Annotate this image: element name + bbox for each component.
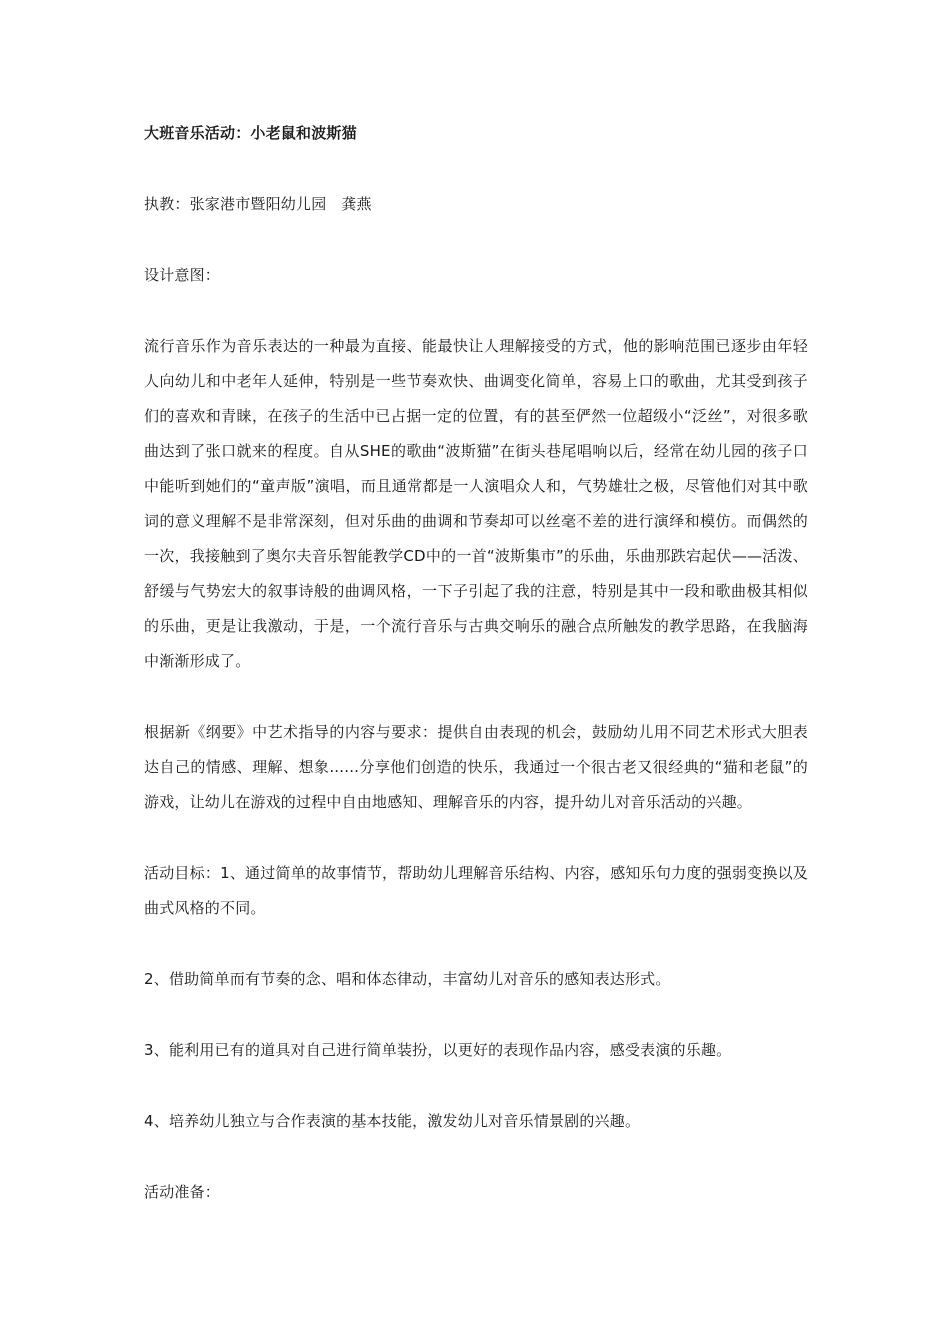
teacher-line: 执教：张家港市暨阳幼儿园 龚燕: [144, 195, 372, 213]
goal-item: 2、借助简单而有节奏的念、唱和体态律动，丰富幼儿对音乐的感知表达形式。: [144, 970, 671, 988]
goal-item: 3、能利用已有的道具对自己进行简单装扮，以更好的表现作品内容，感受表演的乐趣。: [144, 1041, 732, 1059]
goal-item: 4、培养幼儿独立与合作表演的基本技能，激发幼儿对音乐情景剧的兴趣。: [144, 1112, 641, 1130]
design-intent-heading: 设计意图：: [144, 266, 221, 284]
guideline-paragraph: 根据新《纲要》中艺术指导的内容与要求：提供自由表现的机会，鼓励幼儿用不同艺术形式大胆表达自己的情感、理解、想象......分享他们创造的快乐，我通过一个很古老又很经典的“猫和老鼠”的游戏，让幼儿在游戏的过程中自由地感知、理解音乐的内容，提升幼儿对音乐活动的兴趣。: [144, 723, 808, 811]
preparation-heading: 活动准备：: [144, 1183, 221, 1201]
document-title: 大班音乐活动：小老鼠和波斯猫: [144, 124, 357, 142]
goal-item: 活动目标：1、通过简单的故事情节，帮助幼儿理解音乐结构、内容，感知乐句力度的强弱变换以及曲式风格的不同。: [144, 864, 808, 917]
document-body: [144, 116, 808, 1246]
design-intent-paragraph: 流行音乐作为音乐表达的一种最为直接、能最快让人理解接受的方式，他的影响范围已逐步由年轻人向幼儿和中老年人延伸，特别是一些节奏欢快、曲调变化简单，容易上口的歌曲，尤其受到孩子们的喜欢和青睐，在孩子的生活中已占据一定的位置，有的甚至俨然一位超级小“泛丝”，对很多歌曲达到了张口就来的程度。自从SHE的歌曲“波斯猫”在街头巷尾唱响以后，经常在幼儿园的孩子口中能听到她们的“童声版”演唱，而且通常都是一人演唱众人和，气势雄壮之极，尽管他们对其中歌词的意义理解不是非常深刻，但对乐曲的曲调和节奏却可以丝毫不差的进行演绎和模仿。而偶然的一次，我接触到了奥尔夫音乐智能教学CD中的一首“波斯集市”的乐曲，乐曲那跌宕起伏——活泼、舒缓与气势宏大的叙事诗般的曲调风格，一下子引起了我的注意，特别是其中一段和歌曲极其相似的乐曲，更是让我激动，于是，一个流行音乐与古典交响乐的融合点所触发的教学思路，在我脑海中渐渐形成了。: [144, 337, 808, 670]
